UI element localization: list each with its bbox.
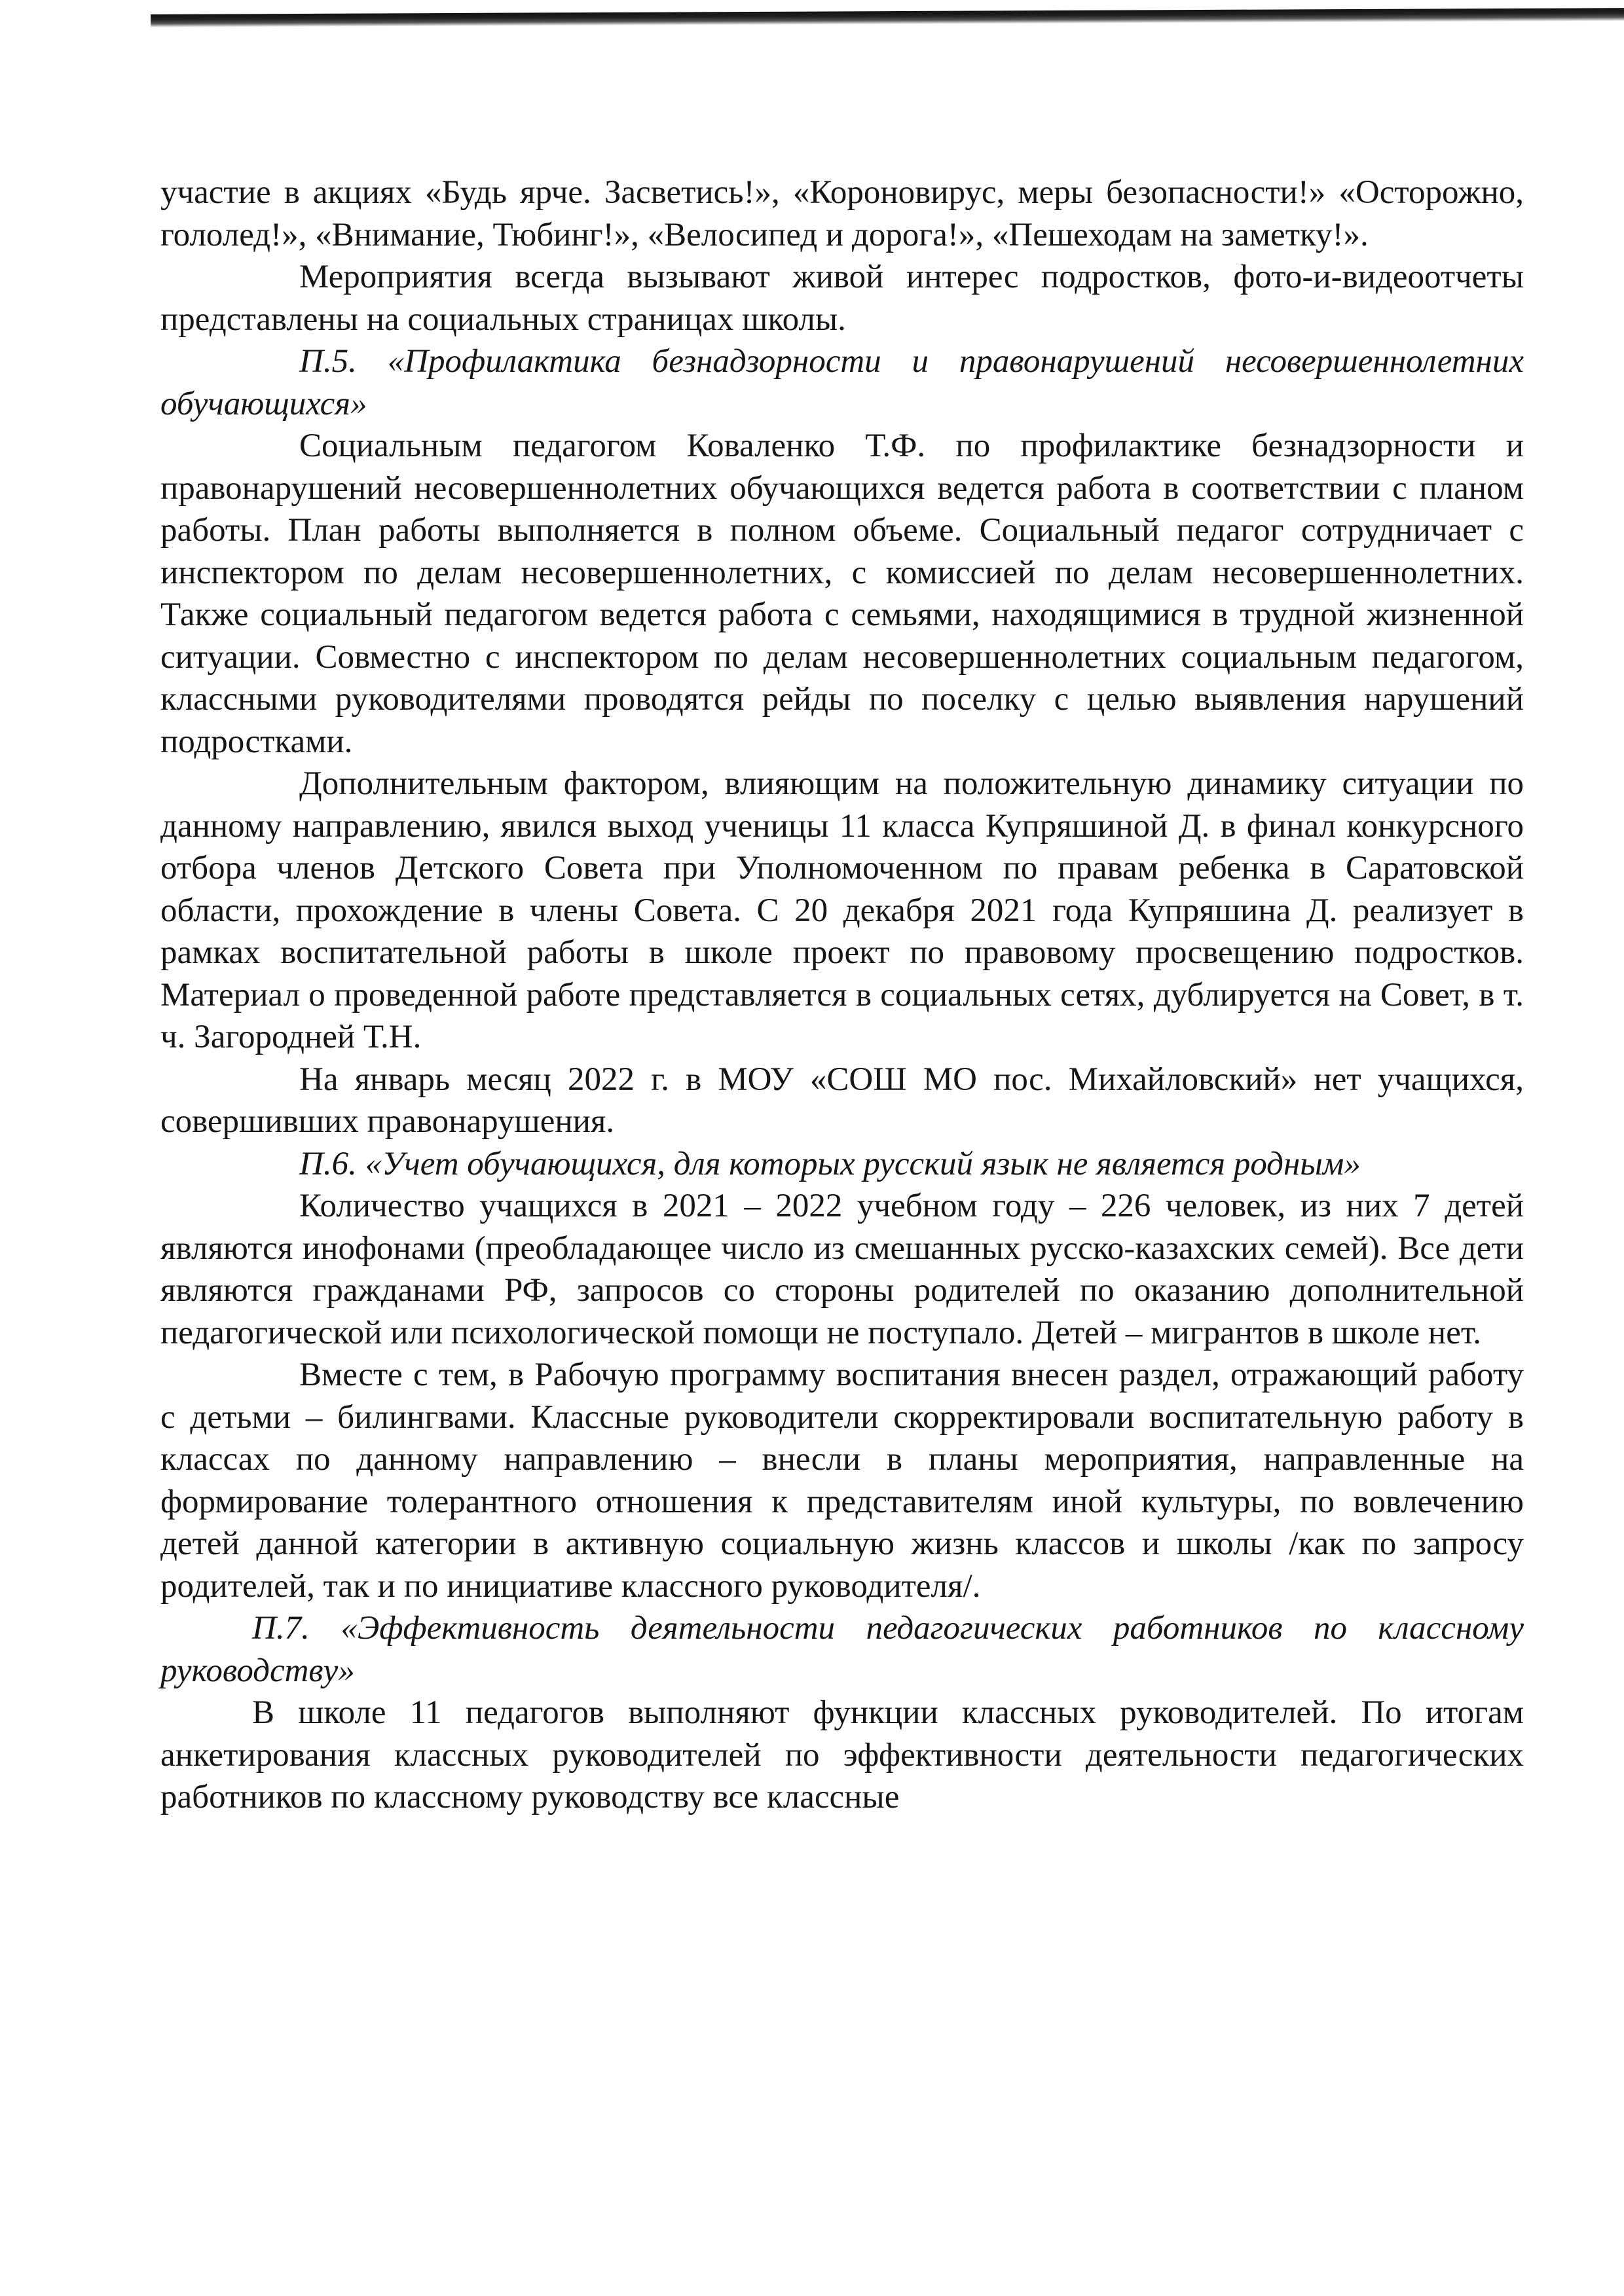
paragraph-additional-factor: Дополнительным фактором, влияющим на положительную динамику ситуации по данному направлению, явился выход ученицы 11 класса Купряшиной Д. в финал конкурсного отбора членов Детского Совета при Уполномоченном по правам ребенка в Саратовской области, прохождение в члены Совета. С 20 декабря 2021 года Купряшина Д. реализует в рамках воспитательной работы в школе проект по правовому просвещению подростков. Материал о проведенной работе представляется в социальных сетях, дублируется на Совет, в т. ч. Загородней Т.Н.: [160, 765, 1524, 1055]
section-number-5: П.5.: [299, 343, 357, 380]
section-title-6: «Учет обучающихся, для которых русский язык не является родным»: [365, 1145, 1361, 1182]
paragraph-class-teachers: В школе 11 педагогов выполняют функции классных руководителей. По итогам анкетирования классных руководителей по эффективности деятельности педагогических работников по классному руководству все классные: [160, 1694, 1524, 1815]
scan-top-edge: [151, 8, 1624, 27]
section-heading-7: [160, 1607, 1524, 1692]
section-title-7: «Эффективность деятельности педагогических работников по классному руководству»: [160, 1610, 1524, 1689]
document-page: [160, 172, 1524, 1819]
paragraph-events-interest: Мероприятия всегда вызывают живой интерес подростков, фото-и-видеоотчеты представлены на социальных страницах школы.: [160, 259, 1524, 338]
section-heading-5: [160, 340, 1524, 425]
section-title-5: «Профилактика безнадзорности и правонарушений несовершеннолетних обучающихся»: [160, 343, 1524, 422]
paragraph-january-status: На январь месяц 2022 г. в МОУ «СОШ МО пос. Михайловский» нет учащихся, совершивших правонарушения.: [160, 1061, 1524, 1140]
section-heading-6: [160, 1143, 1524, 1186]
paragraph-social-pedagogue: Социальным педагогом Коваленко Т.Ф. по профилактике безнадзорности и правонарушений несовершеннолетних обучающихся ведется работа в соответствии с планом работы. План работы выполняется в полном объеме. Социальный педагог сотрудничает с инспектором по делам несовершеннолетних, с комиссией по делам несовершеннолетних. Также социальный педагогом ведется работа с семьями, находящимися в трудной жизненной ситуации. Совместно с инспектором по делам несовершеннолетних социальным педагогом, классными руководителями проводятся рейды по поселку с целью выявления нарушений подростками.: [160, 428, 1524, 760]
paragraph-actions: участие в акциях «Будь ярче. Засветись!», «Короновирус, меры безопасности!» «Осторожно, гололед!», «Внимание, Тюбинг!», «Велосипед и дорога!», «Пешеходам на заметку!».: [160, 174, 1524, 253]
section-number-7: П.7.: [252, 1610, 310, 1647]
section-number-6: П.6.: [299, 1145, 357, 1182]
paragraph-bilingual-program: Вместе с тем, в Рабочую программу воспитания внесен раздел, отражающий работу с детьми – билингвами. Классные руководители скорректировали воспитательную работу в классах по данному направлению – внесли в планы мероприятия, направленные на формирование толерантного отношения к представителям иной культуры, по вовлечению детей данной категории в активную социальную жизнь классов и школы /как по запросу родителей, так и по инициативе классного руководителя/.: [160, 1357, 1524, 1605]
paragraph-student-count: Количество учащихся в 2021 – 2022 учебном году – 226 человек, из них 7 детей являются инофонами (преобладающее число из смешанных русско-казахских семей). Все дети являются гражданами РФ, запросов со стороны родителей по оказанию дополнительной педагогической или психологической помощи не поступало. Детей – мигрантов в школе нет.: [160, 1188, 1524, 1351]
